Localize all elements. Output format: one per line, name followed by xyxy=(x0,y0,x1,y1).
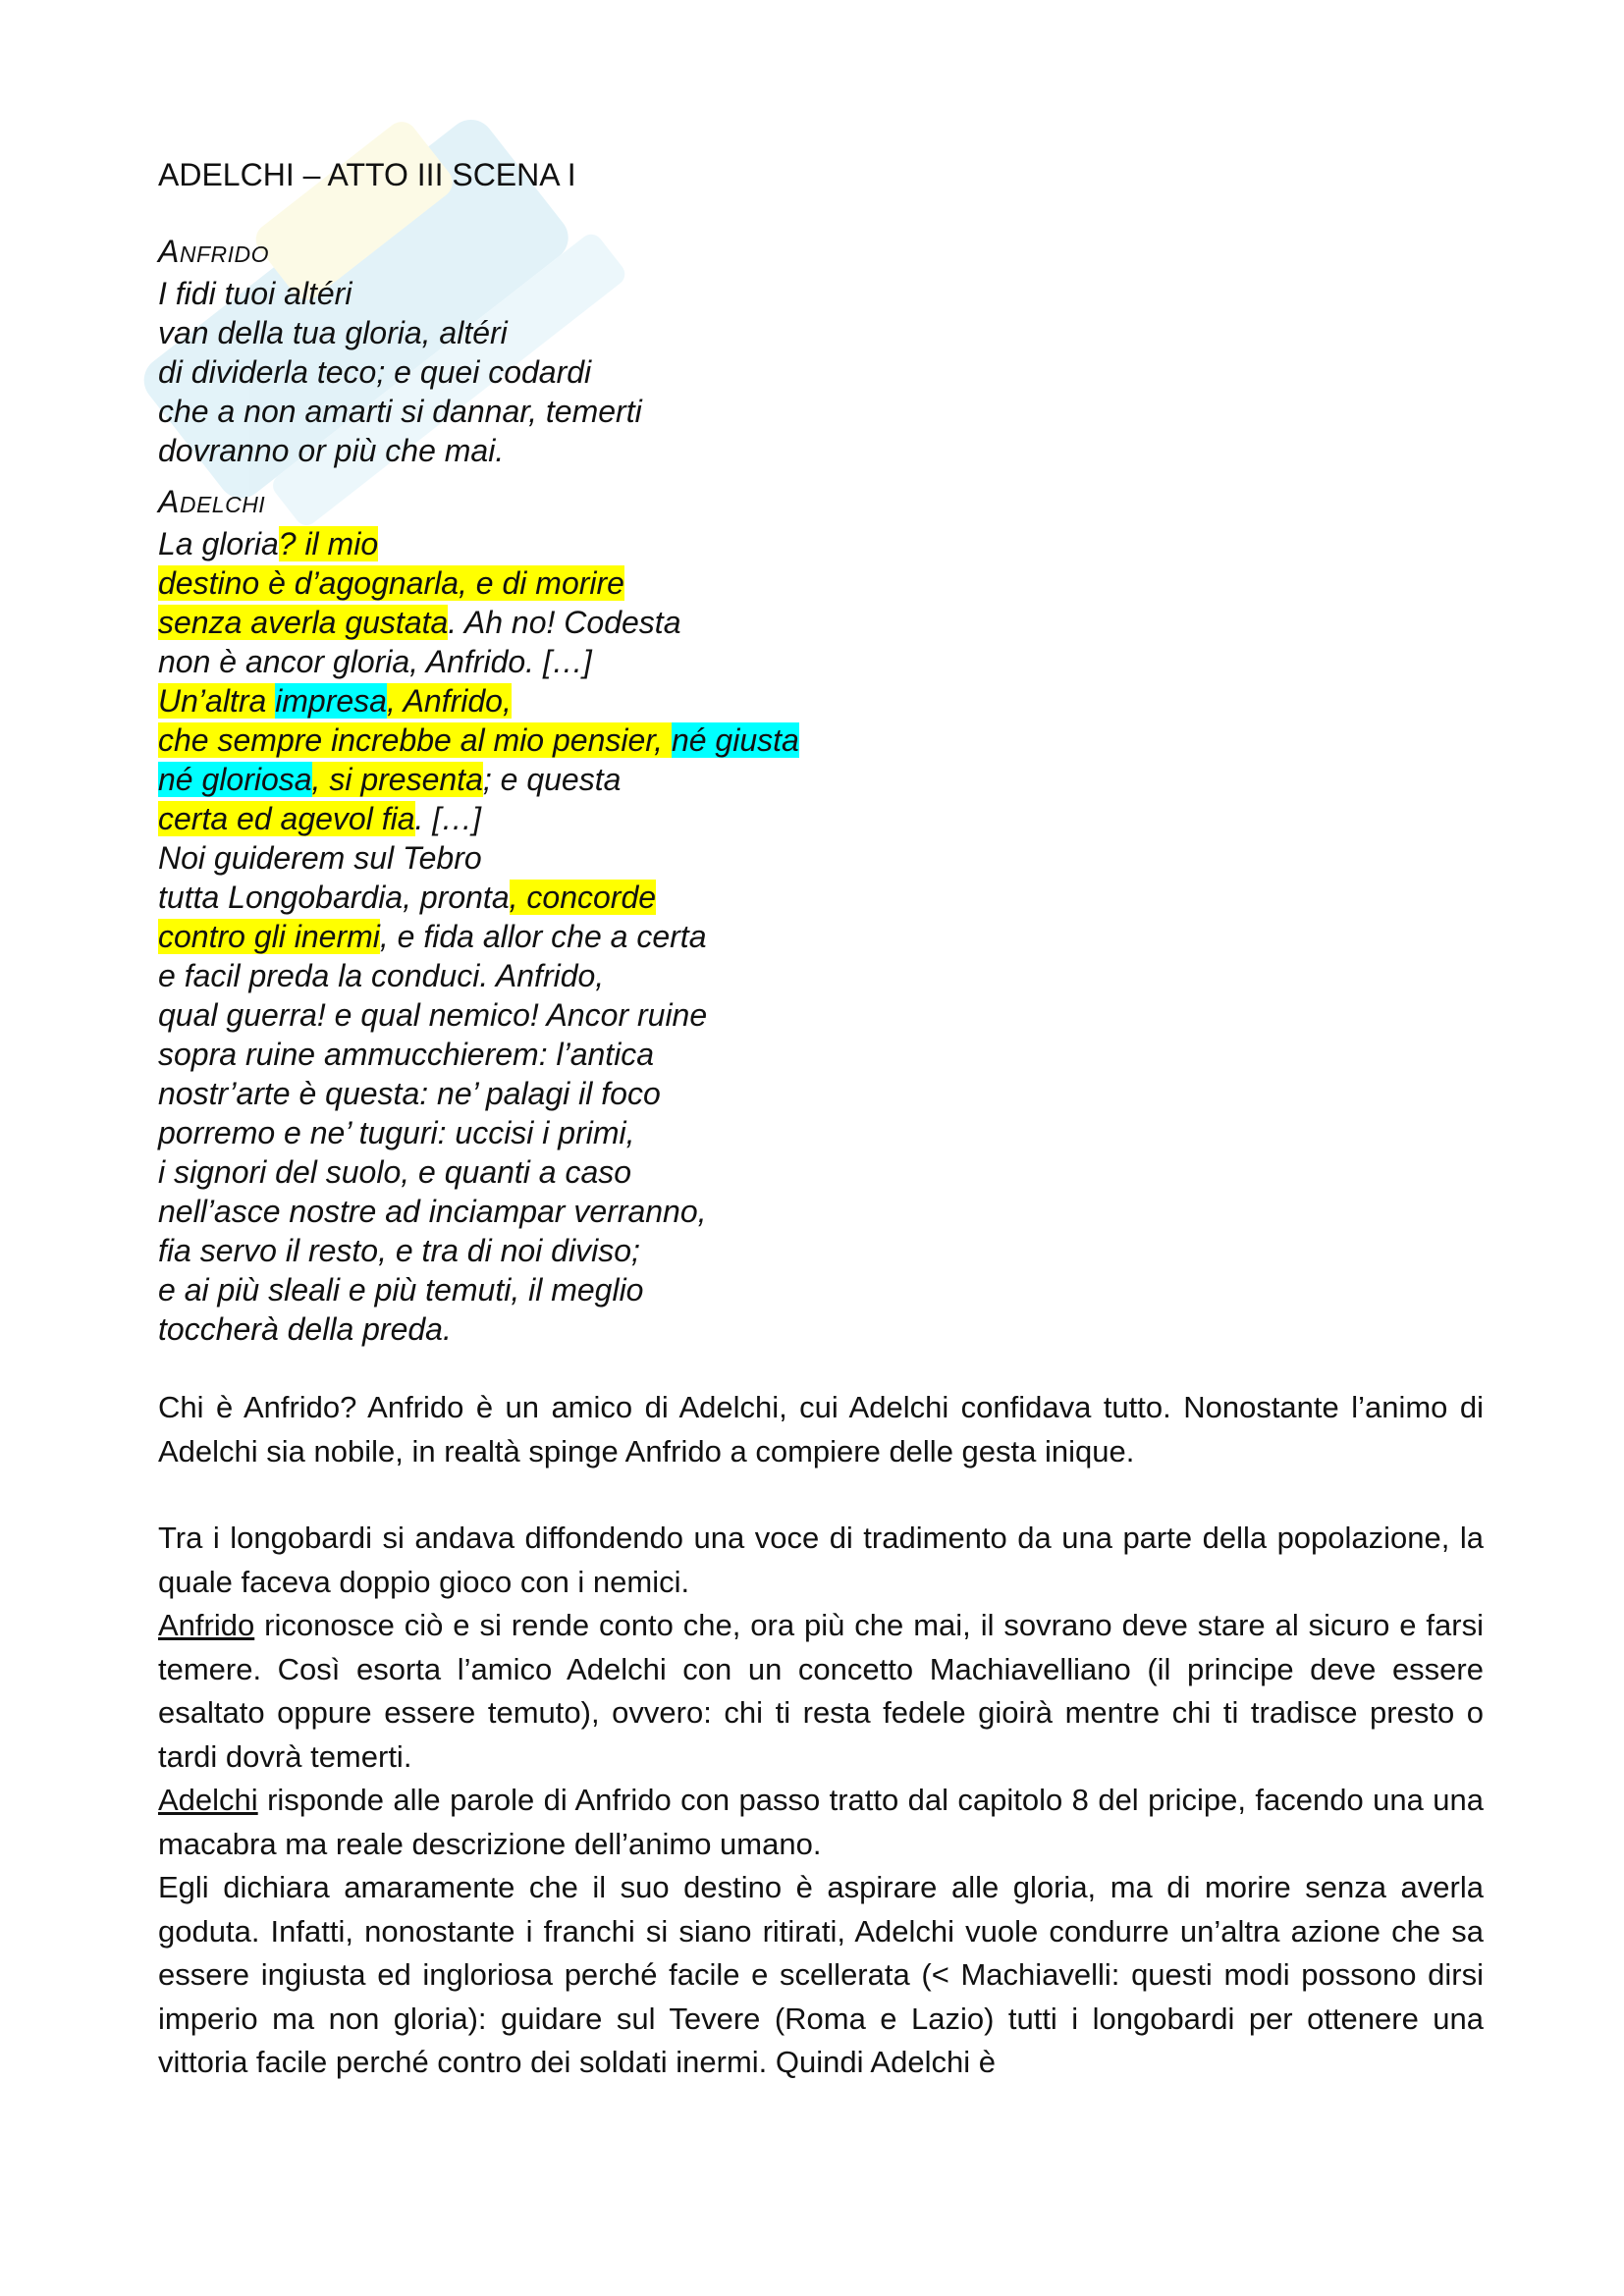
speaker-initial: A xyxy=(158,484,180,519)
verse-line xyxy=(158,1192,1484,1231)
highlight-yellow: , Anfrido, xyxy=(386,683,512,719)
verse-line xyxy=(158,603,1484,642)
verse-text: . […] xyxy=(414,801,482,836)
verse-line xyxy=(158,799,1484,838)
verse-line xyxy=(158,838,1484,878)
verse-line xyxy=(158,524,1484,563)
paragraph: Tra i longobardi si andava diffondendo una voce di tradimento da una parte della popolazione, la quale faceva doppio gioco con i nemici. xyxy=(158,1521,1484,1599)
verse-text: e facil preda la conduci. Anfrido, xyxy=(158,958,605,993)
verse-text: fia servo il resto, e tra di noi diviso; xyxy=(158,1233,640,1268)
highlight-yellow: Un’altra xyxy=(158,683,276,719)
highlight-yellow: , concorde xyxy=(509,880,657,915)
name-adelchi: Adelchi xyxy=(158,1783,258,1817)
verse-line xyxy=(158,563,1484,603)
verse-line: dovranno or più che mai. xyxy=(158,433,505,468)
speaker-initial: A xyxy=(158,234,180,269)
highlight-yellow: senza averla gustata xyxy=(158,605,449,640)
highlight-cyan: né giusta xyxy=(671,722,799,758)
verse-line xyxy=(158,917,1484,956)
highlight-cyan: né gloriosa xyxy=(158,762,312,797)
verse-text: non è ancor gloria, Anfrido. […] xyxy=(158,644,592,679)
paragraph: Chi è Anfrido? Anfrido è un amico di Adelchi, cui Adelchi confidava tutto. Nonostante l’animo di Adelchi sia nobile, in realtà spinge Anfrido a compiere delle gesta inique. xyxy=(158,1390,1484,1468)
highlight-yellow: , si presenta xyxy=(311,762,483,797)
verse-line xyxy=(158,1074,1484,1113)
verse-line xyxy=(158,760,1484,799)
verse-line xyxy=(158,1309,1484,1349)
verse-text: qual guerra! e qual nemico! Ancor ruine xyxy=(158,997,708,1033)
verse-line xyxy=(158,878,1484,917)
highlight-yellow: destino è d’agognarla, e di morire xyxy=(158,565,624,601)
verse-line xyxy=(158,1035,1484,1074)
name-anfrido: Anfrido xyxy=(158,1608,255,1642)
verse-text: porremo e ne’ tuguri: uccisi i primi, xyxy=(158,1115,635,1150)
verse-line: van della tua gloria, altéri xyxy=(158,315,508,350)
verse-line xyxy=(158,1113,1484,1152)
highlight-cyan: impresa xyxy=(275,683,387,719)
paragraph xyxy=(158,1779,1484,1866)
verse-line xyxy=(158,995,1484,1035)
verse-text: sopra ruine ammucchierem: l’antica xyxy=(158,1037,655,1072)
verse-text: i signori del suolo, e quanti a caso xyxy=(158,1154,632,1190)
verse-line: che a non amarti si dannar, temerti xyxy=(158,394,642,429)
verse-line xyxy=(158,1231,1484,1270)
verse-section xyxy=(158,232,1484,1349)
paragraph-text: riconosce ciò e si rende conto che, ora più che mai, il sovrano deve stare al sicuro e farsi temere. Così esorta l’amico Adelchi con un concetto Machiavelliano (il principe deve essere esaltato oppure essere temuto), ovvero: chi ti resta fedele gioirà mentre chi ti tradisce presto o tardi dovrà temerti. xyxy=(158,1608,1484,1774)
verse-text: , e fida allor che a certa xyxy=(379,919,707,954)
verse-line xyxy=(158,1270,1484,1309)
verse-text: . Ah no! Codesta xyxy=(448,605,681,640)
verse-text: Noi guiderem sul Tebro xyxy=(158,840,482,876)
highlight-yellow: certa ed agevol fia xyxy=(158,801,415,836)
verse-text: ; e questa xyxy=(482,762,622,797)
verse-text: tutta Longobardia, pronta xyxy=(158,880,510,915)
paragraph: Egli dichiara amaramente che il suo destino è aspirare alle gloria, ma di morire senza averla goduta. Infatti, nonostante i franchi si siano ritirati, Adelchi vuole condurre un’altra azione che sa essere ingiusta ed ingloriosa perché facile e scellerata (< Machiavelli: questi modi possono dirsi imperio ma non gloria): guidare sul Tevere (Roma e Lazio) tutti i longobardi per ottenere una vittoria facile perché contro dei soldati inermi. Quindi Adelchi è xyxy=(158,1870,1484,2079)
paragraph-text: risponde alle parole di Anfrido con passo tratto dal capitolo 8 del pricipe, facendo una una macabra ma reale descrizione dell’animo umano. xyxy=(158,1783,1484,1861)
paragraph xyxy=(158,1604,1484,1779)
verse-text: nell’asce nostre ad inciampar verranno, xyxy=(158,1194,707,1229)
verse-block-adelchi xyxy=(158,524,1484,1349)
speaker-rest: DELCHI xyxy=(179,492,266,517)
verse-text: nostr’arte è questa: ne’ palagi il foco xyxy=(158,1076,661,1111)
verse-text: La gloria xyxy=(158,526,279,561)
highlight-yellow: che sempre increbbe al mio pensier, xyxy=(158,722,672,758)
verse-line: di dividerla teco; e quei codardi xyxy=(158,354,592,390)
page-title: ADELCHI – ATTO III SCENA I xyxy=(158,157,576,192)
verse-text: toccherà della preda. xyxy=(158,1311,452,1347)
verse-line xyxy=(158,1152,1484,1192)
speaker-anfrido xyxy=(158,232,1484,274)
verse-text: e ai più sleali e più temuti, il meglio xyxy=(158,1272,644,1308)
commentary xyxy=(158,1386,1484,2085)
document-page xyxy=(158,155,1484,2085)
verse-line xyxy=(158,956,1484,995)
verse-line xyxy=(158,721,1484,760)
speaker-rest: NFRIDO xyxy=(179,241,270,267)
highlight-yellow: contro gli inermi xyxy=(158,919,380,954)
verse-line: I fidi tuoi altéri xyxy=(158,276,352,311)
verse-line xyxy=(158,681,1484,721)
speaker-adelchi xyxy=(158,482,1484,524)
highlight-yellow: ? il mio xyxy=(278,526,379,561)
verse-block-anfrido xyxy=(158,274,1484,470)
verse-line xyxy=(158,642,1484,681)
